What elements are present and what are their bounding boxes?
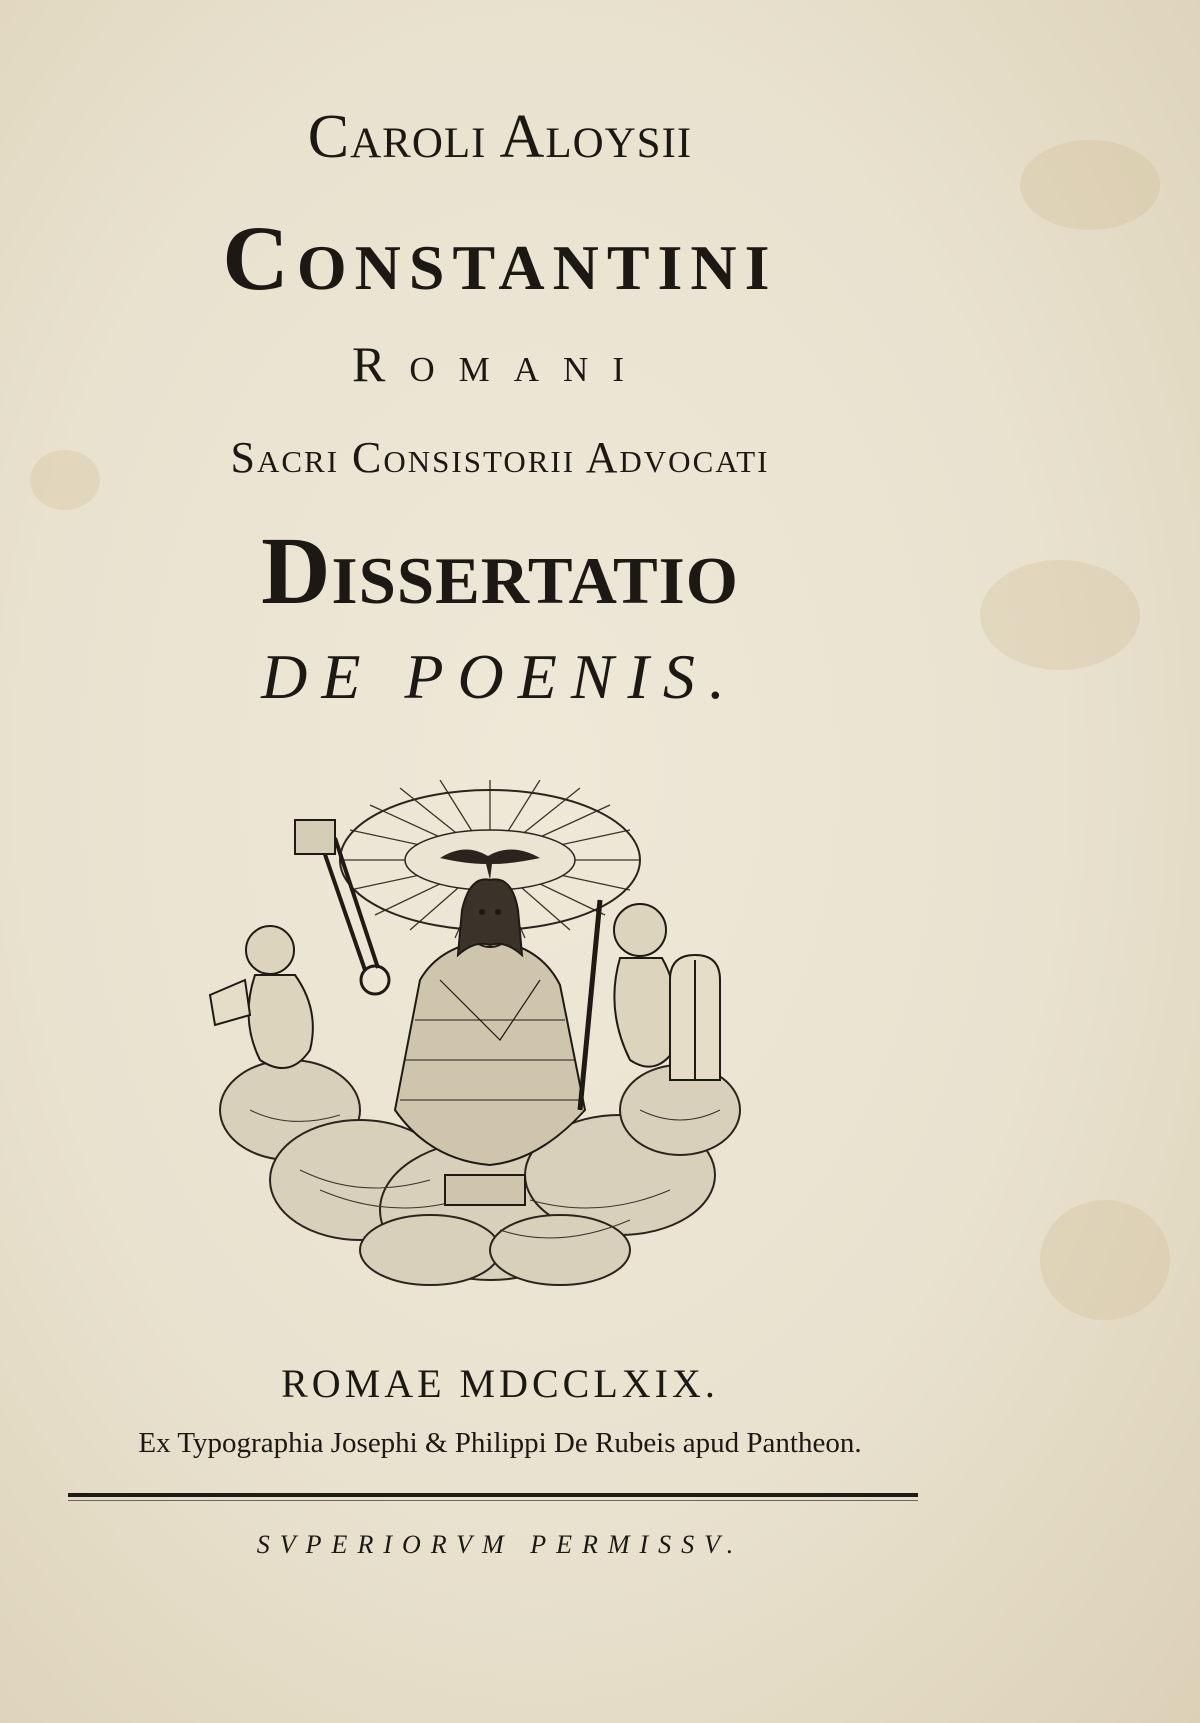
imprint-place-date: ROMAE MDCCLXIX. — [281, 1361, 719, 1406]
author-surname: Constantini — [222, 207, 778, 309]
double-rule — [68, 1493, 918, 1497]
author-origin: Romani — [352, 336, 648, 392]
book-subtitle: DE POENIS. — [261, 641, 739, 712]
author-praenomen: Caroli Aloysii — [307, 103, 693, 171]
right-putto — [614, 904, 720, 1080]
banner-icon — [295, 820, 335, 854]
woodcut-vignette — [200, 780, 780, 1300]
paper-stain — [980, 560, 1140, 670]
book-title: Dissertatio — [261, 517, 739, 624]
keys-icon — [320, 838, 378, 970]
left-putto — [210, 926, 313, 1068]
rod-icon — [580, 900, 600, 1110]
double-rule-thin — [68, 1500, 918, 1501]
permission-line: SVPERIORVM PERMISSV. — [256, 1530, 744, 1559]
paper-stain — [1040, 1200, 1170, 1320]
printer-line: Ex Typographia Josephi & Philippi De Rubeis apud Pantheon. — [138, 1427, 862, 1459]
book-icon — [445, 1175, 525, 1205]
author-office: Sacri Consistorii Advocati — [230, 433, 770, 482]
paper-stain — [1020, 140, 1160, 230]
